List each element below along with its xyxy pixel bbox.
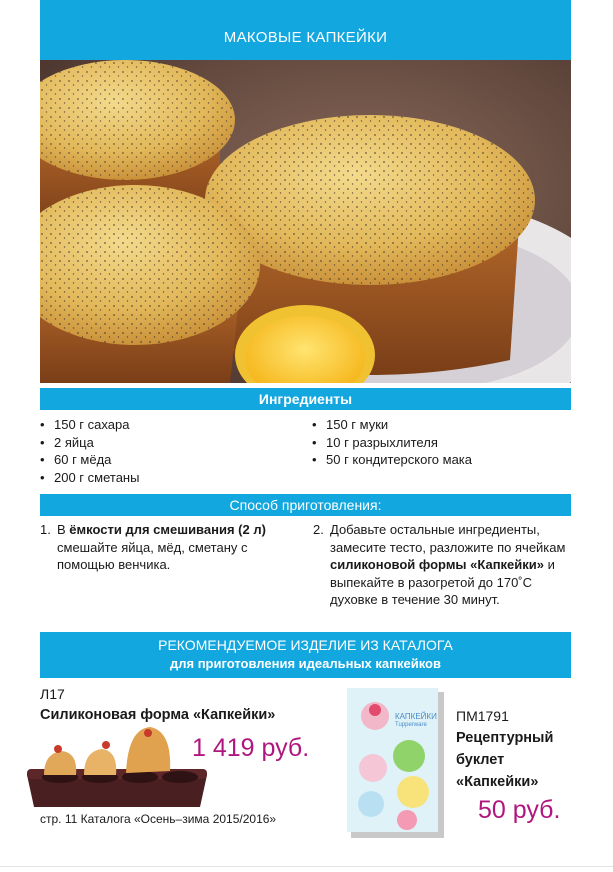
ingredients-header — [40, 388, 571, 410]
title-banner — [40, 0, 571, 60]
method-header — [40, 494, 571, 516]
ingredient-item: • 50 г кондитерского мака — [312, 451, 472, 469]
product-code: ПМ1791 — [456, 708, 509, 724]
ingredient-item: • 60 г мёда — [40, 451, 139, 469]
method-step-1 — [40, 521, 295, 574]
catalog-reference: стр. 11 Каталога «Осень–зима 2015/2016» — [40, 812, 277, 826]
cupcakes-photo — [40, 60, 571, 383]
ingredient-item: • 150 г сахара — [40, 416, 139, 434]
ingredient-item: • 150 г муки — [312, 416, 472, 434]
step-text-bold: ёмкости для смешивания (2 л) — [69, 522, 266, 537]
ingredients-title: Ингредиенты — [258, 391, 353, 407]
method-title: Способ приготовления: — [229, 497, 382, 513]
ingredient-item: • 200 г сметаны — [40, 469, 139, 487]
recommendation-title: РЕКОМЕНДУЕМОЕ ИЗДЕЛИЕ ИЗ КАТАЛОГА — [158, 637, 453, 653]
ingredient-item: • 2 яйца — [40, 434, 139, 452]
recommendation-banner — [40, 632, 571, 678]
recommendation-subtitle: для приготовления идеальных капкейков — [169, 656, 441, 671]
step-number: 1. — [40, 522, 51, 537]
method-step-2 — [313, 521, 575, 609]
step-text: В — [57, 522, 70, 537]
booklet-title: КАПКЕЙКИ — [395, 712, 437, 721]
silicone-mold-image — [22, 725, 212, 813]
product-name-line: «Капкейки» — [456, 774, 539, 790]
page-title: МАКОВЫЕ КАПКЕЙКИ — [223, 29, 388, 46]
ingredients-list-left — [40, 416, 139, 486]
ingredient-item: • 10 г разрыхлителя — [312, 434, 472, 452]
divider — [0, 866, 613, 867]
step-text-bold: силиконовой формы «Капкейки» — [330, 557, 545, 572]
recipe-booklet-image — [347, 688, 444, 838]
product-price: 1 419 руб. — [192, 734, 310, 762]
ingredients-list-right — [312, 416, 472, 469]
product-code: Л17 — [40, 686, 65, 702]
booklet-brand: Tupperware — [395, 722, 427, 728]
step-number: 2. — [313, 522, 324, 537]
product-name-line: буклет — [456, 752, 505, 768]
product-name: Силиконовая форма «Капкейки» — [40, 707, 276, 723]
product-name — [456, 727, 553, 793]
step-text: смешайте яйца, мёд, сметану с помощью венчика. — [57, 539, 248, 572]
step-text: и выпекайте в разогретой до 170˚С духовке в течение 30 минут. — [330, 557, 555, 607]
product-name-line: Рецептурный — [456, 730, 554, 746]
product-price: 50 руб. — [478, 796, 561, 824]
step-text: Добавьте остальные ингредиенты, замесите тесто, разложите по ячейкам — [330, 522, 566, 555]
